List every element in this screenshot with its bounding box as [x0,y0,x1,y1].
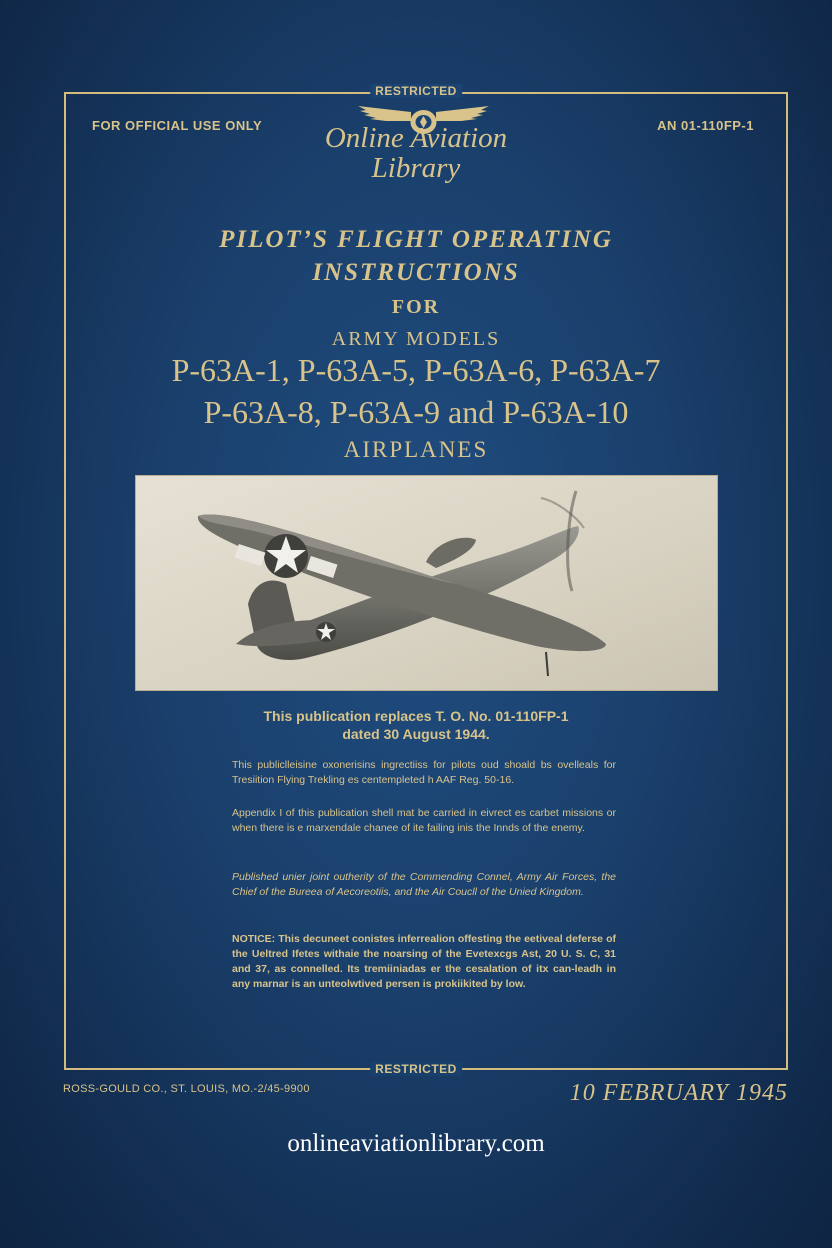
official-use-note: FOR OFFICIAL USE ONLY [92,118,263,133]
printer-line: ROSS-GOULD CO., ST. LOUIS, MO.-2/45-9900 [63,1083,310,1095]
army-models-label: ARMY MODELS [331,328,501,350]
restricted-label-top: RESTRICTED [370,84,462,98]
brand-name-line2: Library [371,152,461,184]
website-url[interactable]: onlineaviationlibrary.com [287,1130,545,1157]
title-for: FOR [391,296,441,318]
model-list-line2: P-63A-8, P-63A-9 and P-63A-10 [203,394,629,430]
title-line2: INSTRUCTIONS [312,259,520,286]
airplane-photo-icon [136,476,718,691]
appendix-paragraph: Appendix I of this publication shell mat be carried in eivrect es carbet missions or when there is e marxendale chanee of ite failing inis the Innds of the enemy. [232,807,616,834]
title-line1: PILOT’S FLIGHT OPERATING [219,226,613,253]
restricted-label-bottom: RESTRICTED [370,1062,462,1076]
authority-paragraph: Published unier joint outherity of the Commending Connel, Army Air Forces, the Chief of the Bureea of Aecoreotiis, and the Air Coucll of the Unied Kingdom. [232,871,616,898]
airplane-photo [135,475,718,691]
availability-paragraph: This publiclleisine oxonerisins ingrectiiss for pilots oud shoald bs ovelleals for Tresiition Flying Trekling es centempleted h AAF Reg. 50-16. [232,759,616,786]
document-number: AN 01-110FP-1 [657,118,754,133]
replaces-notice-line2: dated 30 August 1944. [342,726,490,742]
publication-date: 10 FEBRUARY 1945 [569,1080,788,1106]
brand-name-line1: Online Aviation [324,122,508,154]
replaces-notice-line1: This publication replaces T. O. No. 01-110FP-1 [263,708,569,724]
espionage-notice-paragraph: NOTICE: This decuneet conistes inferrealion offesting the eetiveal deferse of the Ueltred Ifetes withaie the noarsing of the Evetexcgs Ast, 20 U. S. C, 31 and 37, as connelled. Its tremiiniadas er the cesalation of itx can-leadh in any marnar is an unteolwtived persen is prokiikited by low. [232,933,616,990]
model-list-line1: P-63A-1, P-63A-5, P-63A-6, P-63A-7 [171,352,661,388]
airplanes-label: AIRPLANES [343,437,489,462]
